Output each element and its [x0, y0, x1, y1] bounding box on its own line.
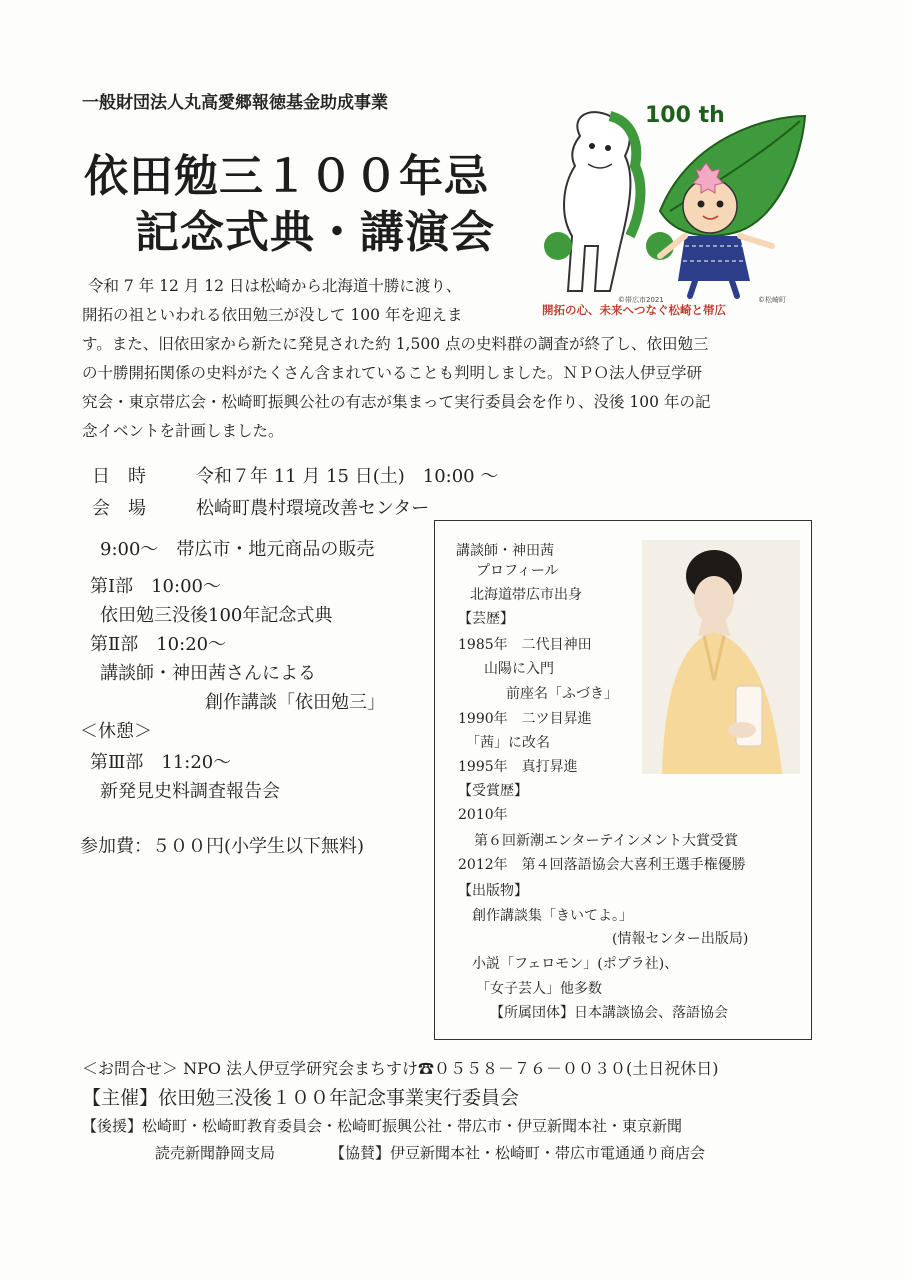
program-item: 新発見史料調査報告会: [100, 781, 280, 802]
horse-mascot-icon: [544, 112, 674, 291]
cosponsor: 【協賛】伊豆新聞本社・松崎町・帯広市電通通り商店会: [330, 1144, 706, 1162]
anniversary-badge: 100 th: [645, 103, 725, 128]
profile-line: 北海道帯広市出身: [470, 587, 582, 603]
page-title: 依田勉三１００年忌: [84, 151, 489, 202]
mascot-credit-left: ©帯広市2021: [618, 296, 664, 304]
profile-line: 2012年 第４回落語協会大喜利王選手権優勝: [458, 857, 746, 873]
venue-label: 会 場: [92, 498, 146, 519]
intro-line-2: 開拓の祖といわれる依田勉三が没して 100 年を迎えま: [82, 306, 463, 324]
profile-line: 【受賞歴】: [458, 783, 528, 799]
intro-line-6: 念イベントを計画しました。: [82, 422, 284, 440]
date-label: 日 時: [92, 466, 146, 487]
mascot-slogan: 開拓の心、未来へつなぐ松崎と帯広: [542, 303, 726, 316]
program-item: 9:00～ 帯広市・地元商品の販売: [100, 539, 375, 560]
performer-photo: [642, 540, 800, 774]
program-item: 第Ⅱ部 10:20～: [90, 634, 227, 655]
profile-line: 第６回新潮エンターテインメント大賞受賞: [474, 833, 739, 849]
profile-line: 1985年 二代目神田: [458, 637, 592, 653]
profile-line: 【所属団体】日本講談協会、落語協会: [490, 1005, 728, 1021]
intro-line-3: す。また、旧依田家から新たに発見された約 1,500 点の史料群の調査が終了し、依田勉三: [82, 335, 709, 353]
profile-line: 前座名「ふづき」: [506, 686, 618, 702]
profile-line: 【出版物】: [458, 883, 528, 899]
profile-line: 1995年 真打昇進: [458, 759, 578, 775]
subsidy-note: 一般財団法人丸高愛郷報徳基金助成事業: [82, 93, 388, 113]
program-item: ＜休憩＞: [80, 721, 152, 742]
profile-line: 「女子芸人」他多数: [476, 981, 602, 997]
leaf-girl-mascot-icon: [660, 116, 805, 296]
profile-line: 【芸歴】: [458, 611, 514, 627]
profile-line: 2010年: [458, 807, 508, 823]
profile-line: 創作講談集「きいてよ。」: [472, 908, 633, 924]
program-item: 創作講談「依田勉三」: [205, 692, 385, 713]
profile-line: (情報センター出版局): [612, 931, 749, 947]
profile-line: 1990年 二ツ目昇進: [458, 711, 592, 727]
page-subtitle: 記念式典・講演会: [135, 207, 495, 258]
support-line-1: 【後援】松崎町・松崎町教育委員会・松崎町振興公社・帯広市・伊豆新聞本社・東京新聞: [82, 1117, 683, 1135]
profile-line: 小説「フェロモン」(ポプラ社)、: [472, 956, 679, 972]
date-value: 令和７年 11 月 15 日(土) 10:00 ～: [196, 466, 499, 487]
intro-line-4: の十勝開拓関係の史料がたくさん含まれていることも判明しました。ＮＰＯ法人伊豆学研: [82, 364, 703, 382]
program-item: 第Ⅲ部 11:20～: [90, 752, 232, 773]
mascot-illustration: [540, 96, 810, 316]
program-item: 第Ⅰ部 10:00～: [90, 576, 221, 597]
organizer: 【主催】依田勉三没後１００年記念事業実行委員会: [82, 1087, 520, 1109]
intro-line-1: 令和 7 年 12 月 12 日は松崎から北海道十勝に渡り、: [88, 277, 462, 295]
program-item: 講談師・神田茜さんによる: [100, 663, 316, 684]
mascot-credit-right: ©松崎町: [758, 296, 786, 304]
fee: 参加費：５００円(小学生以下無料): [80, 836, 365, 857]
profile-line: プロフィール: [476, 563, 559, 579]
contact-info: ＜お問合せ＞ NPO 法人伊豆学研究会まちすけ☎０５５８－７６－００３０(土日祝休日): [82, 1059, 719, 1078]
venue-value: 松崎町農村環境改善センター: [196, 498, 430, 519]
profile-line: 「茜」に改名: [466, 735, 550, 751]
intro-line-5: 究会・東京帯広会・松崎町振興公社の有志が集まって実行委員会を作り、没後 100 年の記: [82, 393, 711, 411]
profile-line: 講談師・神田茜: [456, 543, 554, 559]
support-line-2: 読売新聞静岡支局: [155, 1144, 276, 1162]
profile-line: 山陽に入門: [484, 661, 554, 677]
program-item: 依田勉三没後100年記念式典: [100, 605, 333, 626]
